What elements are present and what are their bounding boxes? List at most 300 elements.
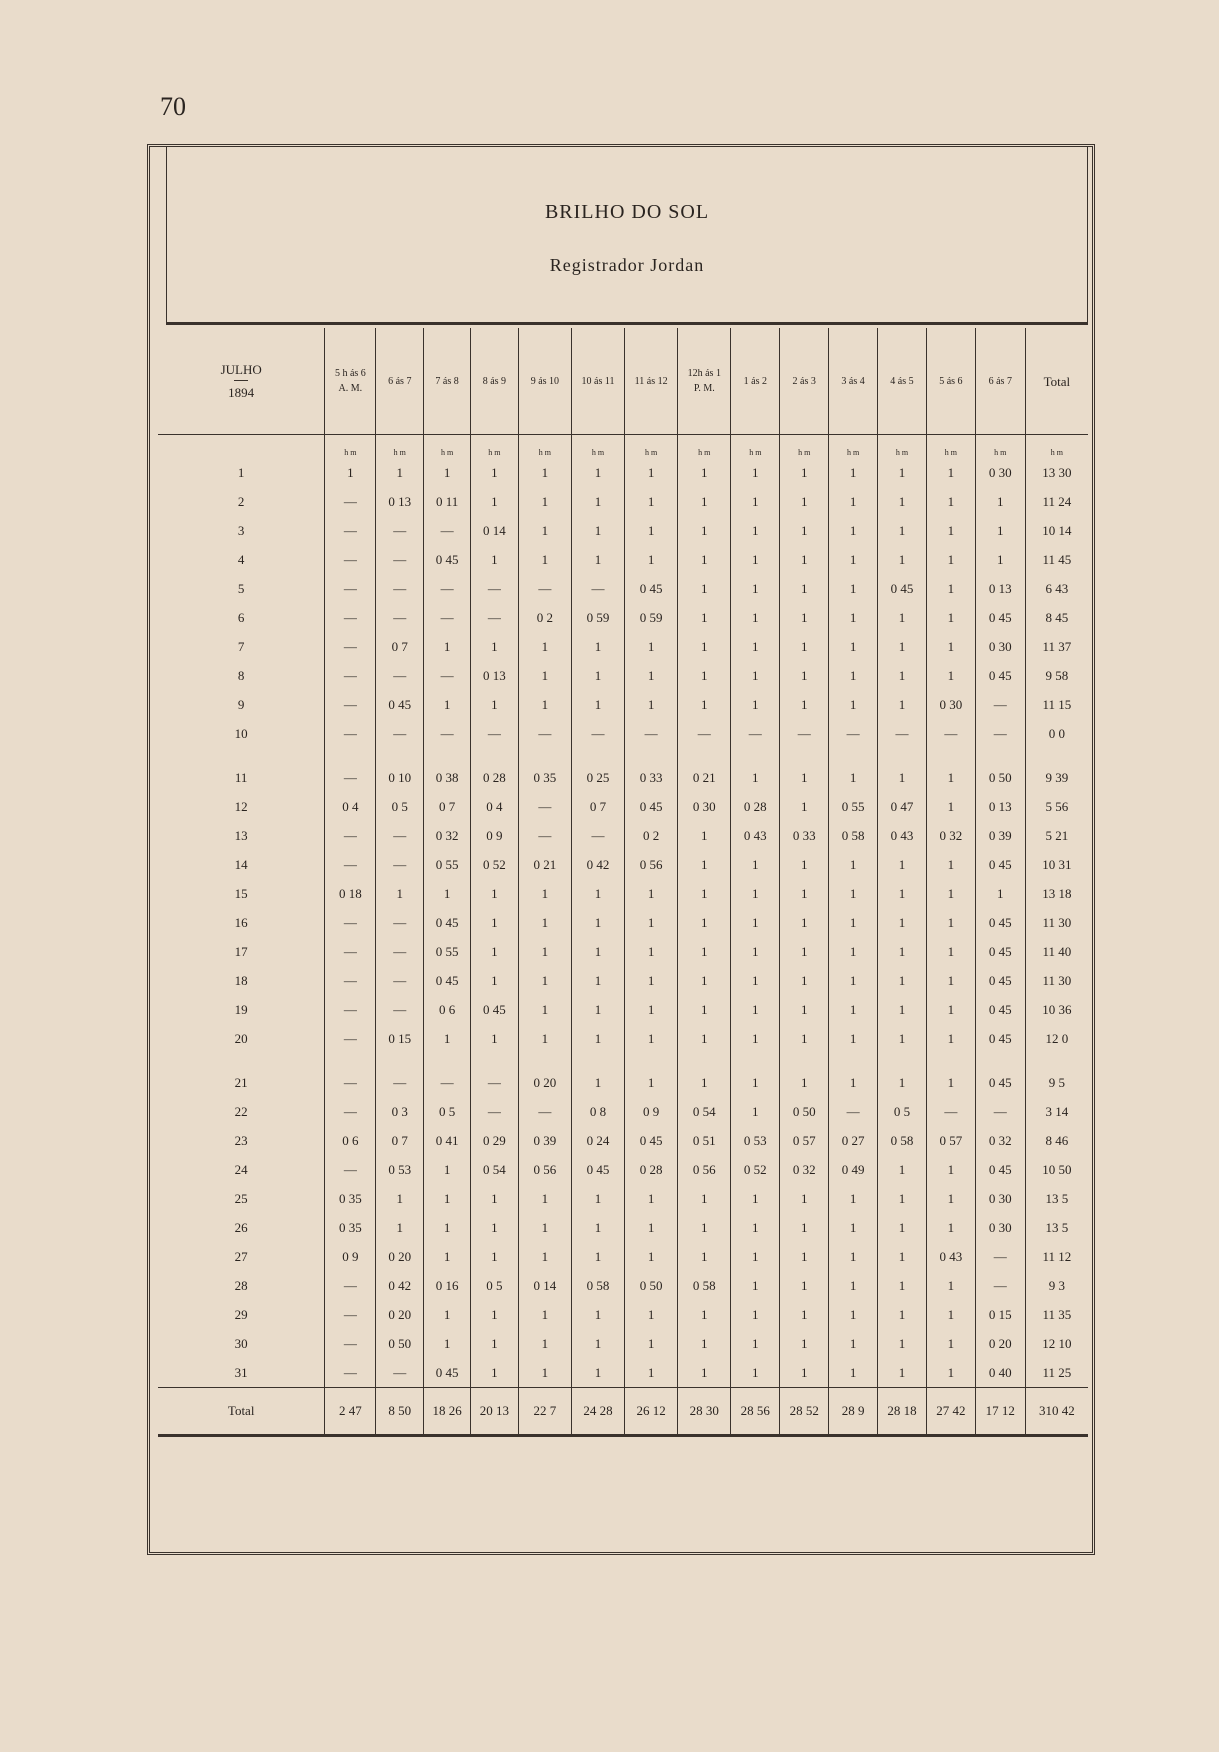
value-cell: —: [571, 821, 624, 850]
value-cell: 0 45: [625, 574, 678, 603]
value-cell: 1: [625, 1213, 678, 1242]
column-header-line1: 12h ás 1: [687, 368, 721, 379]
value-cell: 1: [780, 603, 829, 632]
column-header-line1: 5 ás 6: [939, 375, 963, 387]
value-cell: 12 10: [1025, 1329, 1088, 1358]
value-cell: 1: [731, 545, 780, 574]
value-cell: 1: [780, 1358, 829, 1388]
value-cell: 0 32: [424, 821, 471, 850]
value-cell: 3 14: [1025, 1097, 1088, 1126]
value-cell: 0 45: [625, 792, 678, 821]
value-cell: 0 27: [829, 1126, 878, 1155]
value-cell: 1: [975, 487, 1025, 516]
total-cell: 22 7: [518, 1388, 571, 1436]
value-cell: 1: [518, 1213, 571, 1242]
value-cell: 1: [470, 908, 518, 937]
total-cell: 8 50: [376, 1388, 424, 1436]
value-cell: 0 24: [571, 1126, 624, 1155]
value-cell: —: [470, 603, 518, 632]
value-cell: 0 50: [975, 763, 1025, 792]
unit-label: h m: [731, 435, 780, 459]
value-cell: 1: [829, 763, 878, 792]
value-cell: 1: [878, 1024, 927, 1053]
value-cell: 1: [780, 574, 829, 603]
table-row: [158, 719, 1088, 748]
value-cell: 1: [470, 545, 518, 574]
value-cell: 1: [926, 574, 975, 603]
value-cell: —: [325, 966, 376, 995]
value-cell: 0 10: [376, 763, 424, 792]
value-cell: —: [571, 574, 624, 603]
value-cell: 1: [625, 1329, 678, 1358]
value-cell: 0 20: [975, 1329, 1025, 1358]
value-cell: 1: [571, 1358, 624, 1388]
spacer-cell: [1025, 1053, 1088, 1068]
value-cell: 1: [424, 1213, 471, 1242]
table-row: [158, 1126, 1088, 1155]
value-cell: 0 2: [625, 821, 678, 850]
value-cell: 1: [926, 1184, 975, 1213]
value-cell: 1: [731, 1097, 780, 1126]
value-cell: 1: [731, 908, 780, 937]
value-cell: 0 28: [731, 792, 780, 821]
column-header: [926, 328, 975, 435]
value-cell: 1: [678, 850, 731, 879]
value-cell: 1: [878, 966, 927, 995]
value-cell: 0 47: [878, 792, 927, 821]
value-cell: —: [975, 1271, 1025, 1300]
value-cell: 0 16: [424, 1271, 471, 1300]
value-cell: 0 45: [376, 690, 424, 719]
value-cell: 1: [878, 661, 927, 690]
table-row: [158, 1271, 1088, 1300]
value-cell: 1: [829, 908, 878, 937]
unit-label: h m: [518, 435, 571, 459]
spacer-cell: [158, 748, 325, 763]
value-cell: 0 13: [975, 792, 1025, 821]
value-cell: 0 13: [470, 661, 518, 690]
day-cell: 3: [237, 522, 245, 538]
spacer-row: [158, 748, 1088, 763]
value-cell: 0 59: [571, 603, 624, 632]
value-cell: 1: [878, 850, 927, 879]
table-row: [158, 632, 1088, 661]
spacer-cell: [424, 748, 471, 763]
value-cell: 1: [678, 603, 731, 632]
table-row: [158, 574, 1088, 603]
value-cell: 1: [518, 1184, 571, 1213]
value-cell: —: [780, 719, 829, 748]
value-cell: 1: [829, 1358, 878, 1388]
value-cell: 1: [829, 879, 878, 908]
value-cell: 1: [424, 458, 471, 487]
value-cell: 0 30: [678, 792, 731, 821]
value-cell: 1: [829, 516, 878, 545]
spacer-cell: [518, 1053, 571, 1068]
value-cell: 0 42: [571, 850, 624, 879]
value-cell: —: [829, 719, 878, 748]
spacer-cell: [1025, 748, 1088, 763]
table-row: [158, 995, 1088, 1024]
value-cell: 1: [829, 1300, 878, 1329]
value-cell: —: [325, 487, 376, 516]
value-cell: 1: [470, 1358, 518, 1388]
value-cell: 1: [878, 603, 927, 632]
value-cell: 1: [829, 487, 878, 516]
spacer-cell: [878, 748, 927, 763]
value-cell: 1: [780, 487, 829, 516]
value-cell: 0 55: [829, 792, 878, 821]
column-header-line1: 3 ás 4: [841, 375, 865, 387]
page-title: BRILHO DO SOL: [544, 201, 710, 223]
value-cell: —: [325, 821, 376, 850]
value-cell: 1: [878, 1329, 927, 1358]
total-cell: 28 52: [780, 1388, 829, 1436]
value-cell: 10 31: [1025, 850, 1088, 879]
value-cell: —: [376, 603, 424, 632]
value-cell: 1: [926, 995, 975, 1024]
value-cell: —: [376, 995, 424, 1024]
value-cell: 1: [731, 603, 780, 632]
value-cell: 0 45: [975, 1068, 1025, 1097]
value-cell: —: [424, 1068, 471, 1097]
spacer-cell: [780, 748, 829, 763]
value-cell: 1: [926, 1329, 975, 1358]
day-cell: 13: [234, 827, 248, 843]
value-cell: 0 45: [975, 661, 1025, 690]
value-cell: 1: [829, 1271, 878, 1300]
value-cell: 1: [780, 458, 829, 487]
value-cell: 10 14: [1025, 516, 1088, 545]
value-cell: 1: [878, 763, 927, 792]
column-header: [1025, 328, 1088, 435]
value-cell: 0 35: [518, 763, 571, 792]
column-header-line1: 6 ás 7: [988, 375, 1012, 387]
value-cell: 1: [625, 1024, 678, 1053]
value-cell: 0 45: [878, 574, 927, 603]
value-cell: 1: [424, 1024, 471, 1053]
table-row: [158, 1068, 1088, 1097]
value-cell: 1: [878, 458, 927, 487]
value-cell: 1: [470, 1024, 518, 1053]
value-cell: 1: [780, 1242, 829, 1271]
value-cell: 1: [780, 763, 829, 792]
value-cell: 1: [731, 1068, 780, 1097]
value-cell: —: [424, 719, 471, 748]
value-cell: 0 58: [878, 1126, 927, 1155]
value-cell: 0 45: [975, 1024, 1025, 1053]
value-cell: 1: [926, 792, 975, 821]
value-cell: 1: [780, 1184, 829, 1213]
value-cell: 1: [926, 487, 975, 516]
value-cell: 1: [878, 1068, 927, 1097]
value-cell: 0 56: [518, 1155, 571, 1184]
value-cell: 0 4: [325, 792, 376, 821]
value-cell: 1: [518, 458, 571, 487]
value-cell: 1: [470, 1300, 518, 1329]
spacer-cell: [470, 1053, 518, 1068]
value-cell: 0 29: [470, 1126, 518, 1155]
value-cell: 11 30: [1025, 908, 1088, 937]
value-cell: 1: [678, 821, 731, 850]
value-cell: 0 52: [731, 1155, 780, 1184]
value-cell: 1: [625, 632, 678, 661]
value-cell: 1: [678, 1329, 731, 1358]
value-cell: —: [325, 1155, 376, 1184]
value-cell: 1: [678, 1358, 731, 1388]
value-cell: 0 50: [625, 1271, 678, 1300]
value-cell: 0 21: [518, 850, 571, 879]
value-cell: 1: [731, 574, 780, 603]
value-cell: 1: [571, 545, 624, 574]
value-cell: 1: [470, 1242, 518, 1271]
value-cell: 1: [424, 879, 471, 908]
day-cell: 14: [234, 856, 248, 872]
value-cell: 0 45: [424, 908, 471, 937]
day-cell: 31: [234, 1364, 248, 1380]
table-frame: [147, 144, 1095, 1555]
value-cell: 1: [731, 487, 780, 516]
column-header-line1: 7 ás 8: [435, 375, 459, 387]
value-cell: 0 5: [470, 1271, 518, 1300]
value-cell: 0 39: [518, 1126, 571, 1155]
value-cell: 10 36: [1025, 995, 1088, 1024]
value-cell: 0 45: [975, 603, 1025, 632]
value-cell: —: [325, 1271, 376, 1300]
value-cell: 0 54: [678, 1097, 731, 1126]
total-cell: 2 47: [325, 1388, 376, 1436]
value-cell: —: [325, 545, 376, 574]
value-cell: 1: [470, 487, 518, 516]
value-cell: 1: [926, 516, 975, 545]
value-cell: 1: [926, 1271, 975, 1300]
value-cell: 1: [731, 966, 780, 995]
value-cell: —: [470, 1097, 518, 1126]
value-cell: 8 46: [1025, 1126, 1088, 1155]
unit-label: h m: [571, 435, 624, 459]
unit-label: h m: [878, 435, 927, 459]
value-cell: 1: [975, 545, 1025, 574]
value-cell: 1: [571, 937, 624, 966]
total-cell: 310 42: [1025, 1388, 1088, 1436]
value-cell: 1: [376, 1184, 424, 1213]
value-cell: 1: [678, 545, 731, 574]
value-cell: —: [829, 1097, 878, 1126]
spacer-cell: [158, 1053, 325, 1068]
spacer-cell: [829, 1053, 878, 1068]
year-label: 1894: [228, 384, 255, 400]
value-cell: 1: [518, 487, 571, 516]
day-cell: 19: [234, 1001, 248, 1017]
value-cell: 0 20: [376, 1300, 424, 1329]
value-cell: 1: [470, 1329, 518, 1358]
spacer-cell: [424, 1053, 471, 1068]
value-cell: 1: [926, 879, 975, 908]
value-cell: 1: [571, 1300, 624, 1329]
value-cell: 1: [571, 879, 624, 908]
value-cell: —: [731, 719, 780, 748]
value-cell: 1: [780, 966, 829, 995]
value-cell: 1: [571, 1184, 624, 1213]
value-cell: —: [325, 850, 376, 879]
value-cell: 0 9: [470, 821, 518, 850]
value-cell: 0 5: [878, 1097, 927, 1126]
column-header-line1: 9 ás 10: [530, 375, 560, 387]
value-cell: 1: [878, 1213, 927, 1242]
value-cell: 1: [780, 632, 829, 661]
value-cell: 1: [571, 458, 624, 487]
column-header-line1: 4 ás 5: [890, 375, 914, 387]
value-cell: 1: [829, 966, 878, 995]
value-cell: —: [325, 603, 376, 632]
value-cell: 0 7: [376, 632, 424, 661]
value-cell: —: [926, 1097, 975, 1126]
table-row: [158, 966, 1088, 995]
value-cell: —: [625, 719, 678, 748]
value-cell: 1: [878, 1155, 927, 1184]
value-cell: 0 53: [731, 1126, 780, 1155]
header-row: [158, 328, 1088, 435]
value-cell: 1: [780, 1271, 829, 1300]
value-cell: 0 57: [780, 1126, 829, 1155]
table-row: [158, 850, 1088, 879]
value-cell: 0 45: [571, 1155, 624, 1184]
table-row: [158, 879, 1088, 908]
unit-label: h m: [1025, 435, 1088, 459]
value-cell: 1: [926, 1024, 975, 1053]
column-header-line1: 8 ás 9: [482, 375, 507, 387]
value-cell: 1: [678, 1213, 731, 1242]
value-cell: 1: [780, 1300, 829, 1329]
value-cell: 1: [926, 458, 975, 487]
value-cell: 1: [571, 1242, 624, 1271]
table-row: [158, 545, 1088, 574]
table-row: [158, 1097, 1088, 1126]
day-cell: 18: [234, 972, 248, 988]
value-cell: 0 5: [376, 792, 424, 821]
value-cell: —: [325, 763, 376, 792]
value-cell: 1: [518, 908, 571, 937]
spacer-cell: [975, 748, 1025, 763]
value-cell: 1: [625, 1300, 678, 1329]
value-cell: 1: [518, 1329, 571, 1358]
value-cell: 0 33: [780, 821, 829, 850]
value-cell: —: [470, 1068, 518, 1097]
value-cell: 1: [678, 1024, 731, 1053]
value-cell: 1: [780, 937, 829, 966]
value-cell: 0 43: [731, 821, 780, 850]
value-cell: 1: [571, 908, 624, 937]
column-header: [470, 328, 518, 435]
day-cell: 24: [234, 1161, 248, 1177]
value-cell: 0 45: [975, 966, 1025, 995]
value-cell: 0 58: [829, 821, 878, 850]
value-cell: 1: [424, 632, 471, 661]
value-cell: —: [518, 792, 571, 821]
total-cell: 28 56: [731, 1388, 780, 1436]
value-cell: 1: [625, 661, 678, 690]
value-cell: 0 21: [678, 763, 731, 792]
value-cell: —: [975, 1097, 1025, 1126]
spacer-cell: [571, 748, 624, 763]
total-cell: 20 13: [470, 1388, 518, 1436]
value-cell: 1: [571, 516, 624, 545]
spacer-cell: [376, 748, 424, 763]
value-cell: —: [424, 661, 471, 690]
value-cell: 0 53: [376, 1155, 424, 1184]
value-cell: 5 56: [1025, 792, 1088, 821]
day-cell: 22: [234, 1103, 248, 1119]
value-cell: 9 5: [1025, 1068, 1088, 1097]
value-cell: 0 45: [470, 995, 518, 1024]
value-cell: —: [424, 574, 471, 603]
value-cell: —: [325, 937, 376, 966]
day-cell: 8: [237, 667, 245, 683]
value-cell: 1: [424, 1242, 471, 1271]
value-cell: 1: [731, 632, 780, 661]
unit-label: h m: [780, 435, 829, 459]
value-cell: —: [376, 966, 424, 995]
value-cell: 8 45: [1025, 603, 1088, 632]
value-cell: 0 9: [325, 1242, 376, 1271]
value-cell: 1: [731, 850, 780, 879]
value-cell: 1: [780, 545, 829, 574]
value-cell: 1: [678, 937, 731, 966]
value-cell: 0 54: [470, 1155, 518, 1184]
value-cell: 1: [731, 458, 780, 487]
value-cell: 0 45: [424, 966, 471, 995]
value-cell: 11 37: [1025, 632, 1088, 661]
value-cell: 1: [829, 1184, 878, 1213]
day-cell: 29: [234, 1306, 248, 1322]
value-cell: 0 33: [625, 763, 678, 792]
spacer-cell: [376, 1053, 424, 1068]
value-cell: 1: [975, 516, 1025, 545]
table-row: [158, 516, 1088, 545]
value-cell: 0 45: [424, 1358, 471, 1388]
value-cell: 0 8: [571, 1097, 624, 1126]
day-cell: 17: [234, 943, 248, 959]
value-cell: 1: [829, 574, 878, 603]
value-cell: 1: [878, 1242, 927, 1271]
value-cell: 1: [571, 966, 624, 995]
spacer-cell: [325, 1053, 376, 1068]
value-cell: 1: [829, 458, 878, 487]
unit-label: h m: [424, 435, 471, 459]
day-cell: 2: [237, 493, 245, 509]
value-cell: 0 6: [424, 995, 471, 1024]
day-cell: 26: [234, 1219, 248, 1235]
unit-label: h m: [678, 435, 731, 459]
day-cell: 1: [237, 464, 245, 480]
value-cell: 0 13: [975, 574, 1025, 603]
value-cell: 1: [376, 1213, 424, 1242]
day-cell: 11: [234, 769, 248, 785]
value-cell: 1: [926, 763, 975, 792]
value-cell: 0 58: [678, 1271, 731, 1300]
value-cell: 1: [878, 1184, 927, 1213]
value-cell: —: [376, 937, 424, 966]
day-cell: 9: [237, 696, 245, 712]
value-cell: 1: [376, 879, 424, 908]
value-cell: 11 30: [1025, 966, 1088, 995]
value-cell: —: [325, 1358, 376, 1388]
table-row: [158, 1213, 1088, 1242]
value-cell: —: [518, 574, 571, 603]
column-header-line1: 10 ás 11: [581, 375, 615, 387]
value-cell: 1: [731, 763, 780, 792]
value-cell: 0 11: [424, 487, 471, 516]
